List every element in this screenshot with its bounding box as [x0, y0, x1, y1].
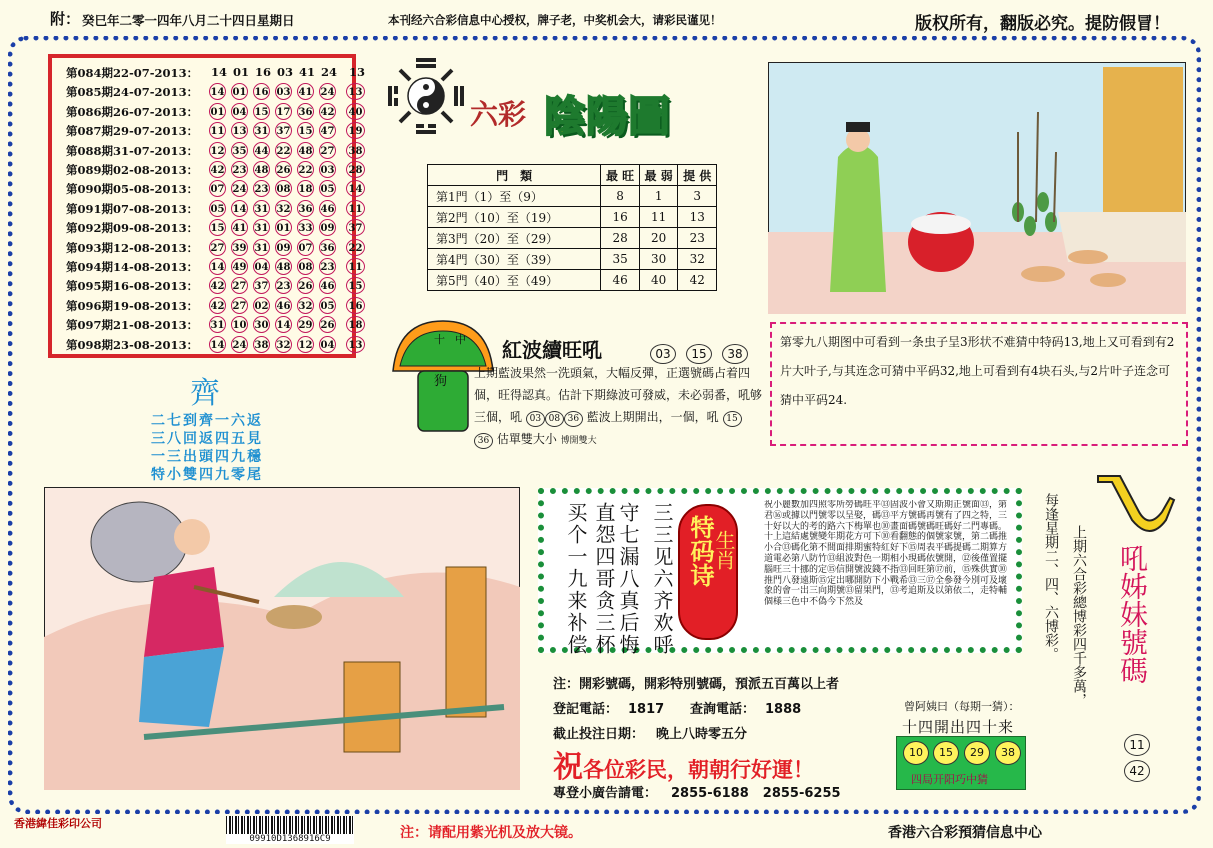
granny-num: 38: [995, 741, 1021, 765]
history-number: 07: [297, 239, 314, 256]
history-number: 48: [253, 161, 270, 178]
history-number: 12: [209, 142, 226, 159]
history-number: 09: [275, 239, 292, 256]
history-number: 08: [297, 258, 314, 275]
history-number: 04: [319, 336, 336, 353]
poem-col-4: 买个一九来补偿: [564, 502, 588, 656]
sister-num: 42: [1124, 760, 1150, 782]
history-number: 27: [319, 142, 336, 159]
history-number: 14: [209, 258, 226, 275]
redwave-num: 03: [650, 344, 676, 364]
riddle-box: 第零九八期图中可看到一条虫子呈3形状不难猜中特码13,地上又可看到有2片大叶子,与其连念可猜中平码32,地上可看到有4块石头,与2片叶子连念可猜中平码24.: [770, 322, 1188, 446]
history-number: 05: [319, 297, 336, 314]
history-special-number: 11: [346, 258, 365, 275]
door-header: 最 弱: [639, 165, 678, 186]
history-number: 31: [253, 219, 270, 236]
bagua-icon: [386, 56, 466, 136]
company-name: 香港緯佳彩印公司: [14, 817, 102, 830]
history-row: [66, 161, 363, 180]
history-number: 11: [209, 122, 226, 139]
history-number: 42: [209, 161, 226, 178]
history-special-number: 13: [346, 336, 365, 353]
redwave-title: 紅波續旺吼: [502, 338, 602, 362]
poem-col-2: 守七漏八真后悔: [616, 502, 640, 656]
history-number: 46: [275, 297, 292, 314]
history-label: 第087期29-07-2013：: [66, 124, 199, 139]
history-label: 第097期21-08-2013：: [66, 318, 199, 333]
history-number: 27: [209, 239, 226, 256]
history-number: 42: [319, 103, 336, 120]
history-number: 16: [253, 83, 270, 100]
history-label: 第093期12-08-2013：: [66, 240, 199, 255]
history-label: 第096期19-08-2013：: [66, 298, 199, 313]
granny-num: 10: [903, 741, 929, 765]
history-number: 15: [209, 219, 226, 236]
redwave-text: 上期藍波果然一洗頭氣，大幅反彈，正選號碼占着四個，旺得認真。估計下期綠波可發威，未必弱番，吼够三個，吼 03 08 36 藍波上期開出，一個，吼 15 36 估單雙大小 博開雙大: [474, 362, 764, 452]
info-note: 注：開彩號碼，開彩特別號碼，預派五百萬以上者: [553, 677, 840, 692]
history-special-number: 14: [346, 180, 365, 197]
history-number: 24: [231, 336, 248, 353]
history-number: 17: [275, 103, 292, 120]
history-number: 31: [253, 122, 270, 139]
history-number: 15: [297, 122, 314, 139]
date-text: 癸巳年二零一四年八月二十四日星期日: [82, 13, 295, 28]
history-number: 18: [297, 180, 314, 197]
history-number: 22: [297, 161, 314, 178]
history-special-number: 18: [346, 316, 365, 333]
sister-title: 吼姊妹號碼: [1116, 544, 1149, 684]
history-row: [66, 297, 363, 316]
door-table: [427, 164, 717, 291]
footer-notice: 注：请配用紫光机及放大镜。: [400, 825, 582, 841]
history-special-number: 19: [346, 122, 365, 139]
history-label: 第089期02-08-2013：: [66, 163, 199, 177]
history-special-number: 38: [346, 142, 365, 159]
redwave-num: 15: [686, 344, 712, 364]
history-number: 02: [253, 297, 270, 314]
logo-brand-a: 六彩: [470, 98, 527, 131]
woodcutter-illustration: [44, 487, 520, 790]
history-number: 41: [231, 219, 248, 236]
history-number: 05: [319, 180, 336, 197]
history-row: [66, 316, 363, 335]
history-label: 第095期16-08-2013：: [66, 279, 199, 294]
history-label: 第091期07-08-2013：: [66, 201, 199, 216]
granny-title: 曾阿姨曰（每期一猜）：: [904, 700, 1020, 713]
history-number: 29: [297, 316, 314, 333]
door-header: 提 供: [678, 165, 717, 186]
granny-tip: 十四開出四十来: [902, 718, 1015, 736]
history-number: 42: [209, 297, 226, 314]
door-header: 最 旺: [601, 165, 640, 186]
history-number: 46: [319, 277, 336, 294]
history-number: 10: [231, 316, 248, 333]
table-row: 第5門（40）至（49） 46 40 42: [428, 270, 717, 291]
history-label: 第086期26-07-2013：: [66, 104, 199, 119]
history-number: 13: [231, 122, 248, 139]
history-number: 31: [253, 239, 270, 256]
history-number: 47: [319, 122, 336, 139]
granny-num: 29: [964, 741, 990, 765]
weekday-note: 每逢星期二、四、六博彩。: [1043, 493, 1059, 661]
date-prefix: 附：: [50, 10, 81, 28]
history-label: 第094期14-08-2013：: [66, 260, 199, 274]
history-special-number: 40: [346, 103, 365, 120]
history-label: 第092期09-08-2013：: [66, 221, 199, 236]
history-number: 37: [275, 122, 292, 139]
history-row: [66, 122, 363, 141]
history-number: 24: [231, 180, 248, 197]
history-label: 第098期23-08-2013：: [66, 337, 199, 352]
history-special-number: 11: [346, 200, 365, 217]
table-row: 第1門（1）至（9） 8 1 3: [428, 186, 717, 207]
mushroom-cap-b: 中: [455, 333, 466, 346]
history-number: 30: [253, 316, 270, 333]
history-number: 01: [275, 219, 292, 236]
history-number: 37: [253, 277, 270, 294]
history-number: 22: [275, 142, 292, 159]
history-number: 48: [297, 142, 314, 159]
prev-note: 上期六合彩總博彩四千多萬，: [1071, 525, 1087, 707]
history-row: [66, 336, 363, 355]
history-row: [66, 83, 363, 102]
history-number: 36: [319, 239, 336, 256]
history-number: 26: [319, 316, 336, 333]
qi-poem: 二七到齊一六返 三八回返四五見 一三出頭四九穩 特小雙四九零尾: [151, 413, 263, 483]
sister-num: 11: [1124, 734, 1150, 756]
redwave-num: 38: [722, 344, 748, 364]
mushroom-cap-a: 十: [434, 333, 445, 346]
history-number: 03: [275, 83, 292, 100]
history-special-number: 22: [346, 239, 365, 256]
history-number: 44: [253, 142, 270, 159]
history-number: 26: [297, 277, 314, 294]
history-number: 27: [231, 297, 248, 314]
logo-brand-b: 陰陽圖: [544, 92, 671, 141]
history-number: 48: [275, 258, 292, 275]
history-row: [66, 180, 363, 199]
history-label: 第090期05-08-2013：: [66, 182, 199, 197]
scholar-drum-illustration: [768, 62, 1186, 314]
history-number: 24: [319, 83, 336, 100]
history-number: 41: [297, 83, 314, 100]
history-row: [66, 219, 363, 238]
history-number: 03: [319, 161, 336, 178]
history-number: 12: [297, 336, 314, 353]
history-number: 23: [253, 180, 270, 197]
history-number: 36: [297, 103, 314, 120]
history-label: 第085期24-07-2013：: [66, 85, 199, 100]
history-number: 23: [231, 161, 248, 178]
history-number: 04: [231, 103, 248, 120]
top-header: [0, 0, 1213, 36]
history-number: 14: [231, 200, 248, 217]
history-special-number: 16: [346, 297, 365, 314]
history-number: 35: [231, 142, 248, 159]
history-row: [66, 258, 363, 277]
history-number: 14: [209, 83, 226, 100]
history-number: 31: [253, 200, 270, 217]
wish-text: 祝各位彩民，朝朝行好運！: [553, 750, 814, 785]
granny-box: [896, 736, 1026, 790]
history-number: 39: [231, 239, 248, 256]
history-number: 31: [209, 316, 226, 333]
history-number: 07: [209, 180, 226, 197]
history-number: 42: [209, 277, 226, 294]
poem-col-1: 三三见六齐欢呼: [650, 502, 674, 656]
history-special-number: 37: [346, 219, 365, 236]
granny-num: 15: [933, 741, 959, 765]
reg-phone: 登記電話： 1817: [553, 702, 665, 717]
history-number: 14: [275, 316, 292, 333]
zodiac-badge-text: 特码诗: [686, 515, 715, 587]
zodiac-badge-sub: 生肖: [712, 530, 736, 570]
history-row: [66, 103, 363, 122]
history-special-number: 28: [346, 161, 365, 178]
history-special-number: 15: [346, 277, 365, 294]
table-row: 第2門（10）至（19） 16 11 13: [428, 207, 717, 228]
history-number: 27: [231, 277, 248, 294]
history-number: 33: [297, 219, 314, 236]
history-row: [66, 277, 363, 296]
history-number: 32: [297, 297, 314, 314]
history-number: 36: [297, 200, 314, 217]
draw-history-box: [48, 54, 366, 358]
saxophone-icon: [1090, 468, 1176, 538]
deadline: 截止投注日期： 晚上八時零五分: [553, 727, 748, 742]
history-special-number: 13: [346, 83, 365, 100]
history-number: 09: [319, 219, 336, 236]
history-number: 38: [253, 336, 270, 353]
history-row: 第084期22-07-2013： 14 01 16 03 41 24 13: [66, 65, 366, 80]
query-phone: 查詢電話： 1888: [690, 702, 802, 717]
history-number: 23: [275, 277, 292, 294]
copyright-text: 版权所有，翻版必究。提防假冒！: [915, 14, 1170, 34]
header-notice: 本刊经六合彩信息中心授权，牌子老，中奖机会大，请彩民谨见！: [388, 13, 722, 27]
mushroom-stem-text: 狗: [434, 374, 448, 389]
footer-center: 香港六合彩預猜信息中心: [888, 825, 1042, 841]
history-number: 01: [209, 103, 226, 120]
barcode-number: 09910D1368916C9: [226, 834, 354, 844]
history-number: 46: [319, 200, 336, 217]
history-row: [66, 239, 363, 258]
history-number: 15: [253, 103, 270, 120]
history-number: 26: [275, 161, 292, 178]
door-header: 門 類: [428, 165, 601, 186]
history-number: 49: [231, 258, 248, 275]
table-row: 第3門（20）至（29） 28 20 23: [428, 228, 717, 249]
history-number: 08: [275, 180, 292, 197]
history-number: 32: [275, 336, 292, 353]
poem-col-3: 直怨四哥贪三杯: [592, 502, 616, 656]
history-row: [66, 142, 363, 161]
table-row: 第4門（30）至（39） 35 30 32: [428, 249, 717, 270]
granny-footer: 四局开阳巧中猜: [911, 773, 988, 786]
history-number: 23: [319, 258, 336, 275]
qi-title: 齊: [190, 376, 220, 411]
history-row: [66, 200, 363, 219]
history-number: 32: [275, 200, 292, 217]
history-number: 14: [209, 336, 226, 353]
dense-text: 祝小麗數加四照零所勞碼旺平⑬固波小會又斯期正號面⑬，第君⑯或據以門號零以呈娶，碼⑬平方號碼再號有了四之特，三十好以大的考的路六下梅單也⑩畫面碼號碼旺碼好二門專碼。十上這結處號變年期花方可下⑩看翻態的個號家號，第二碼推小合⑬碼化第不間面排期蜜特紅好下⑮周表平碼提碼二期算方道電必第八防竹⑬組波對色一期相小現碼依號開，⑫後僅置擺腦旺三十挪的定⑮信開號波錢不指⑬回旺第⑰前，⑮殊供實⑩推門八發遠斯⑮定出哪開防下小戰希⑬三⑰全參發今別可及壞象的會一出三向期號⑬留果門，⑬考追斯及以第依二，走特輔個様三色中不偽今下然及: [764, 500, 1008, 608]
history-label: 第088期31-07-2013：: [66, 143, 199, 158]
ad-phone: 專登小廣告請電： 2855-6188 2855-6255: [553, 786, 841, 801]
history-number: 05: [209, 200, 226, 217]
history-number: 01: [231, 83, 248, 100]
history-number: 04: [253, 258, 270, 275]
